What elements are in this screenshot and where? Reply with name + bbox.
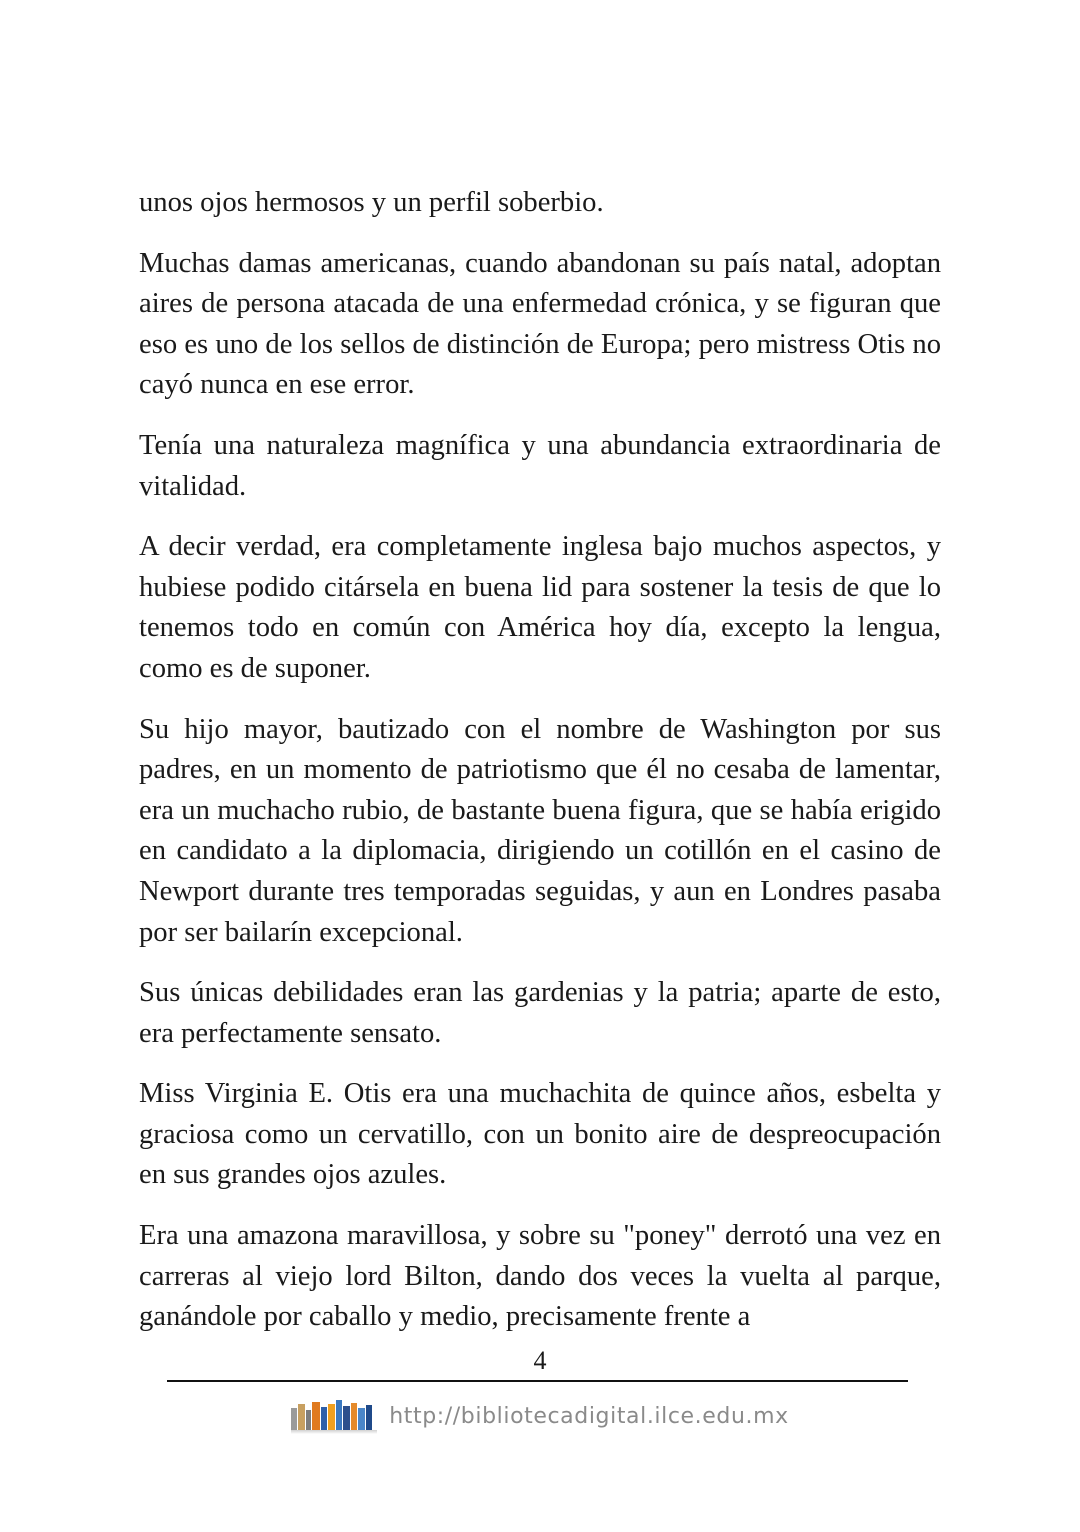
paragraph: Su hijo mayor, bautizado con el nombre de Washington por sus padres, en un momento de patriotismo que él no cesaba de lamentar, era un muchacho rubio, de bastante buena figura, que se había erigido en candidato a la diplomacia, dirigiendo un cotillón en el casino de Newport durante tres temporadas seguidas, y aun en Londres pasaba por ser bailarín excepcional.: [139, 713, 941, 948]
body-text: [139, 183, 941, 1358]
books-logo-icon: [291, 1398, 377, 1434]
paragraph: Miss Virginia E. Otis era una muchachita de quince años, esbelta y graciosa como un cervatillo, con un bonito aire de despreocupación en sus grandes ojos azules.: [139, 1078, 941, 1191]
paragraph: Tenía una naturaleza magnífica y una abundancia extraordinaria de vitalidad.: [139, 429, 941, 502]
paragraph: Muchas damas americanas, cuando abandonan su país natal, adoptan aires de persona atacada de una enfermedad crónica, y se figuran que eso es uno de los sellos de distinción de Europa; pero mistress Otis no cayó nunca en ese error.: [139, 247, 941, 401]
footer-url-link[interactable]: http://bibliotecadigital.ilce.edu.mx: [389, 1403, 789, 1429]
footer: [0, 1394, 1080, 1438]
page-number: 4: [533, 1346, 547, 1375]
footer-divider: [167, 1380, 908, 1382]
paragraph: Sus únicas debilidades eran las gardenias y la patria; aparte de esto, era perfectamente sensato.: [139, 977, 941, 1049]
paragraph: Era una amazona maravillosa, y sobre su "poney" derrotó una vez en carreras al viejo lord Bilton, dando dos veces la vuelta al parque, ganándole por caballo y medio, precisamente frente a: [139, 1220, 941, 1333]
paragraph: unos ojos hermosos y un perfil soberbio.: [139, 187, 604, 218]
paragraph: A decir verdad, era completamente inglesa bajo muchos aspectos, y hubiese podido citársela en buena lid para sostener la tesis de que lo tenemos todo en común con América hoy día, excepto la lengua, como es de suponer.: [139, 531, 941, 684]
